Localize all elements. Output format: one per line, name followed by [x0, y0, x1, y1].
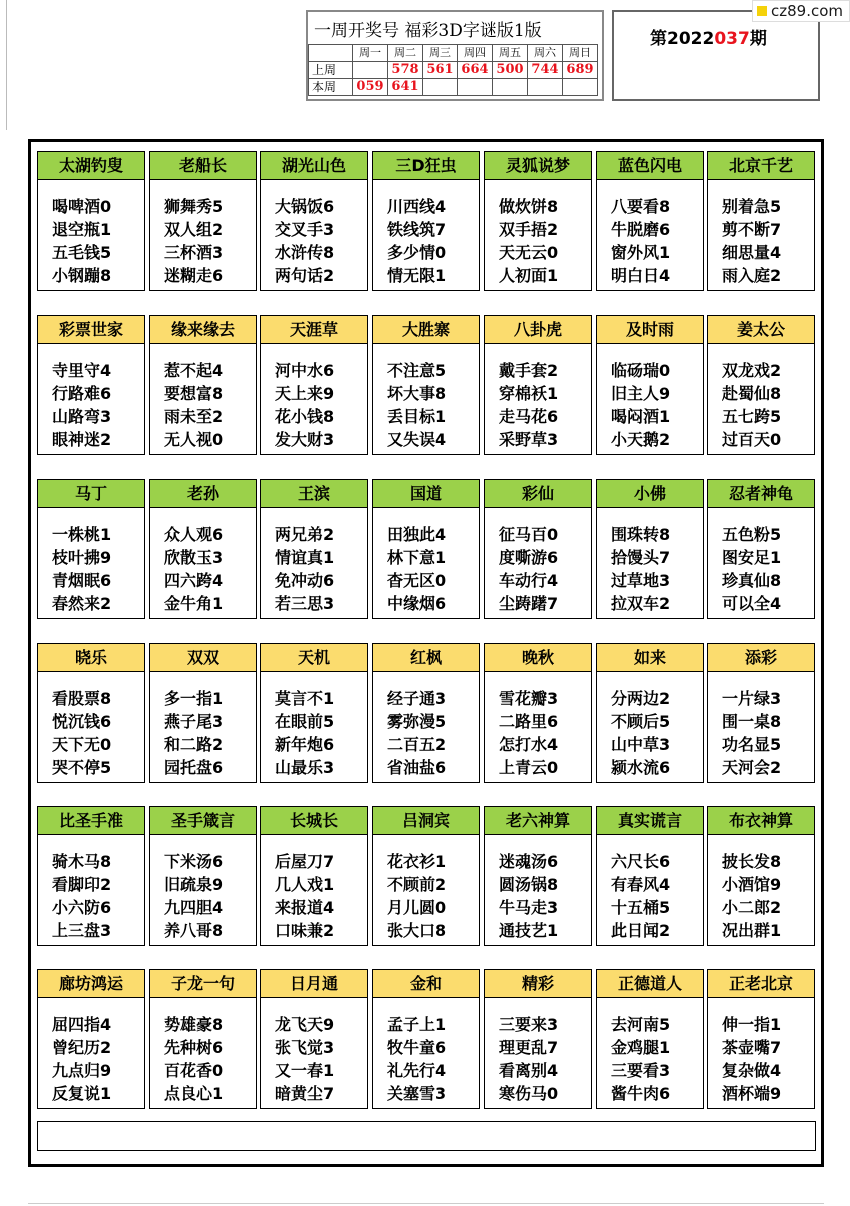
riddle-line: 骑木马8: [52, 852, 112, 871]
card-title: 大胜寨: [373, 316, 479, 344]
riddle-line: 雨入庭2: [722, 266, 782, 285]
riddle-line: 有春风4: [611, 875, 671, 894]
riddle-line: 过百天0: [722, 430, 782, 449]
card-title: 晚秋: [485, 644, 591, 672]
riddle-card: [707, 479, 815, 619]
riddle-card: [149, 806, 257, 946]
riddle-line: 在眼前5: [275, 712, 335, 731]
site-logo[interactable]: [752, 0, 850, 22]
riddle-line: 喝啤酒0: [52, 197, 112, 216]
riddle-card: [596, 643, 704, 783]
riddle-line: 口味兼2: [275, 921, 335, 940]
riddle-line: 圆汤锅8: [499, 875, 559, 894]
riddle-line: 双龙戏2: [722, 361, 782, 380]
riddle-line: 曾纪历2: [52, 1038, 112, 1057]
draw-number: [423, 79, 458, 96]
card-title: 天涯草: [261, 316, 367, 344]
riddle-line: 做炊饼8: [499, 197, 559, 216]
riddle-line: 况出群1: [722, 921, 782, 940]
riddle-line: 六尺长6: [611, 852, 671, 871]
riddle-card: [149, 479, 257, 619]
riddle-line: 关塞雪3: [387, 1084, 447, 1103]
riddle-line: 山路弯3: [52, 407, 112, 426]
riddle-line: 戴手套2: [499, 361, 559, 380]
riddle-line: 分两边2: [611, 689, 671, 708]
riddle-card: [37, 479, 145, 619]
riddle-line: 雪花瓣3: [499, 689, 559, 708]
riddle-line: 下米汤6: [164, 852, 224, 871]
riddle-line: 坏大事8: [387, 384, 447, 403]
riddle-card: [37, 643, 145, 783]
riddle-line: 采野草3: [499, 430, 559, 449]
riddle-line: 天无云0: [499, 243, 559, 262]
logo-square-icon: [757, 6, 767, 16]
riddle-line: 三杯酒3: [164, 243, 224, 262]
riddle-line: 尘踌躇7: [499, 594, 559, 613]
riddle-line: 怎打水4: [499, 735, 559, 754]
riddle-line: 去河南5: [611, 1015, 671, 1034]
riddle-line: 颍水流6: [611, 758, 671, 777]
riddle-line: 牧牛童6: [387, 1038, 447, 1057]
logo-text: cz89.com: [771, 2, 844, 20]
riddle-line: 要想富8: [164, 384, 224, 403]
riddle-line: 经子通3: [387, 689, 447, 708]
riddle-card: [484, 315, 592, 455]
weekly-results-table: [308, 44, 598, 96]
riddle-line: 寒伤马0: [499, 1084, 559, 1103]
this-week-row: [309, 79, 598, 96]
riddle-line: 无人视0: [164, 430, 224, 449]
riddle-line: 复杂做4: [722, 1061, 782, 1080]
riddle-line: 大锅饭6: [275, 197, 335, 216]
riddle-card: [707, 643, 815, 783]
riddle-card: [484, 969, 592, 1109]
riddle-card: [596, 151, 704, 291]
riddle-line: 车动行4: [499, 571, 559, 590]
draw-number: 744: [528, 62, 563, 79]
draw-number: 500: [493, 62, 528, 79]
riddle-line: 小六防6: [52, 898, 112, 917]
riddle-card: [260, 969, 368, 1109]
riddle-line: 牛脱磨6: [611, 220, 671, 239]
riddle-line: 山最乐3: [275, 758, 335, 777]
riddle-card: [484, 806, 592, 946]
draw-number: [353, 62, 388, 79]
issue-panel: [612, 10, 820, 101]
riddle-line: 多一指1: [164, 689, 224, 708]
riddle-line: 孟子上1: [387, 1015, 447, 1034]
riddle-line: 天下无0: [52, 735, 112, 754]
riddle-card: [372, 479, 480, 619]
riddle-line: 张大口8: [387, 921, 447, 940]
card-title: 马丁: [38, 480, 144, 508]
riddle-line: 三要来3: [499, 1015, 559, 1034]
bottom-divider: [28, 1203, 824, 1204]
riddle-line: 青烟眠6: [52, 571, 112, 590]
riddle-card: [596, 315, 704, 455]
riddle-line: 二路里6: [499, 712, 559, 731]
riddle-line: 雾弥漫5: [387, 712, 447, 731]
riddle-line: 酱牛肉6: [611, 1084, 671, 1103]
riddle-line: 交叉手3: [275, 220, 335, 239]
card-title: 湖光山色: [261, 152, 367, 180]
riddle-line: 礼先行4: [387, 1061, 447, 1080]
riddle-line: 悦沉钱6: [52, 712, 112, 731]
riddle-line: 看脚印2: [52, 875, 112, 894]
riddle-line: 狮舞秀5: [164, 197, 224, 216]
card-title: 吕洞宾: [373, 807, 479, 835]
riddle-line: 眼神迷2: [52, 430, 112, 449]
riddle-line: 情谊真1: [275, 548, 335, 567]
card-title: 晓乐: [38, 644, 144, 672]
riddle-line: 若三思3: [275, 594, 335, 613]
riddle-line: 天河会2: [722, 758, 782, 777]
riddle-card: [37, 151, 145, 291]
day-label: 周一: [353, 45, 388, 62]
riddle-line: 暗黄尘7: [275, 1084, 335, 1103]
riddle-line: 围一桌8: [722, 712, 782, 731]
riddle-line: 小酒馆9: [722, 875, 782, 894]
riddle-line: 惹不起4: [164, 361, 224, 380]
card-title: 蓝色闪电: [597, 152, 703, 180]
card-title: 八卦虎: [485, 316, 591, 344]
riddle-line: 和二路2: [164, 735, 224, 754]
riddle-line: 川西线4: [387, 197, 447, 216]
riddle-card: [37, 969, 145, 1109]
riddle-line: 雨未至2: [164, 407, 224, 426]
riddle-line: 窗外风1: [611, 243, 671, 262]
riddle-line: 三要看3: [611, 1061, 671, 1080]
riddle-line: 牛马走3: [499, 898, 559, 917]
card-title: 金和: [373, 970, 479, 998]
card-title: 圣手箴言: [150, 807, 256, 835]
riddle-card: [596, 969, 704, 1109]
panel-title: 一周开奖号 福彩3D字谜版1版: [314, 21, 542, 41]
riddle-line: 寺里守4: [52, 361, 112, 380]
riddle-line: 走马花6: [499, 407, 559, 426]
riddle-line: 赴蜀仙8: [722, 384, 782, 403]
riddle-card: [372, 151, 480, 291]
riddle-card: [149, 315, 257, 455]
card-title: 及时雨: [597, 316, 703, 344]
card-title: 姜太公: [708, 316, 814, 344]
riddle-line: 金牛角1: [164, 594, 224, 613]
riddle-line: 山中草3: [611, 735, 671, 754]
riddle-line: 通技艺1: [499, 921, 559, 940]
riddle-line: 园托盘6: [164, 758, 224, 777]
card-title: 长城长: [261, 807, 367, 835]
riddle-line: 拉双车2: [611, 594, 671, 613]
riddle-line: 十五桶5: [611, 898, 671, 917]
riddle-line: 众人观6: [164, 525, 224, 544]
riddle-line: 张飞觉3: [275, 1038, 335, 1057]
riddle-line: 百花香0: [164, 1061, 224, 1080]
riddle-line: 五毛钱5: [52, 243, 112, 262]
riddle-line: 可以全4: [722, 594, 782, 613]
riddle-line: 欣散玉3: [164, 548, 224, 567]
day-label: 周五: [493, 45, 528, 62]
row-label: 上周: [309, 62, 353, 79]
riddle-card: [707, 969, 815, 1109]
riddle-line: 不注意5: [387, 361, 447, 380]
riddle-line: 旧主人9: [611, 384, 671, 403]
riddle-line: 五七跨5: [722, 407, 782, 426]
riddle-line: 细思量4: [722, 243, 782, 262]
riddle-card: [149, 151, 257, 291]
riddle-line: 此日闻2: [611, 921, 671, 940]
riddle-line: 茶壶嘴7: [722, 1038, 782, 1057]
day-label: 周四: [458, 45, 493, 62]
riddle-line: 四六跨4: [164, 571, 224, 590]
riddle-line: 后屋刀7: [275, 852, 335, 871]
day-label: 周日: [563, 45, 598, 62]
riddle-card: [260, 151, 368, 291]
card-title: 三D狂虫: [373, 152, 479, 180]
card-title: 双双: [150, 644, 256, 672]
riddle-line: 中缘烟6: [387, 594, 447, 613]
riddle-line: 伸一指1: [722, 1015, 782, 1034]
riddle-card: [260, 479, 368, 619]
riddle-line: 过草地3: [611, 571, 671, 590]
riddle-card: [37, 315, 145, 455]
riddle-line: 丢目标1: [387, 407, 447, 426]
draw-number: 689: [563, 62, 598, 79]
riddle-card: [149, 969, 257, 1109]
riddle-line: 迷糊走6: [164, 266, 224, 285]
riddle-line: 小二郎2: [722, 898, 782, 917]
card-title: 忍者神龟: [708, 480, 814, 508]
riddle-line: 田独此4: [387, 525, 447, 544]
card-title: 正德道人: [597, 970, 703, 998]
riddle-line: 几人戏1: [275, 875, 335, 894]
margin-line: [0, 0, 7, 130]
days-row: [309, 45, 598, 62]
riddle-line: 情无限1: [387, 266, 447, 285]
riddle-line: 来报道4: [275, 898, 335, 917]
card-title: 缘来缘去: [150, 316, 256, 344]
riddle-line: 不顾前2: [387, 875, 447, 894]
riddle-line: 免冲动6: [275, 571, 335, 590]
riddle-line: 五色粉5: [722, 525, 782, 544]
riddle-line: 先种树6: [164, 1038, 224, 1057]
blank-row: [37, 1121, 816, 1151]
day-label: 周六: [528, 45, 563, 62]
riddle-line: 省油盐6: [387, 758, 447, 777]
riddle-line: 点良心1: [164, 1084, 224, 1103]
draw-number: 059: [353, 79, 388, 96]
riddle-card: [149, 643, 257, 783]
riddle-line: 旧疏泉9: [164, 875, 224, 894]
riddle-line: 人初面1: [499, 266, 559, 285]
riddle-line: 月儿圆0: [387, 898, 447, 917]
riddle-card: [707, 806, 815, 946]
card-title: 彩仙: [485, 480, 591, 508]
draw-number: [528, 79, 563, 96]
riddle-card: [484, 151, 592, 291]
draw-number: [493, 79, 528, 96]
card-title: 灵狐说梦: [485, 152, 591, 180]
card-title: 老六神算: [485, 807, 591, 835]
riddle-card: [707, 315, 815, 455]
riddle-card: [707, 151, 815, 291]
riddle-line: 功名显5: [722, 735, 782, 754]
riddle-line: 养八哥8: [164, 921, 224, 940]
riddle-line: 图安足1: [722, 548, 782, 567]
card-title: 王滨: [261, 480, 367, 508]
riddle-line: 酒杯端9: [722, 1084, 782, 1103]
card-title: 老孙: [150, 480, 256, 508]
card-title: 北京千艺: [708, 152, 814, 180]
card-title: 比圣手准: [38, 807, 144, 835]
riddle-line: 两句话2: [275, 266, 335, 285]
riddle-card: [260, 806, 368, 946]
riddle-line: 铁线筑7: [387, 220, 447, 239]
card-title: 红枫: [373, 644, 479, 672]
riddle-line: 剪不断7: [722, 220, 782, 239]
riddle-line: 势雄豪8: [164, 1015, 224, 1034]
riddle-line: 临砀瑞0: [611, 361, 671, 380]
riddle-line: 不顾后5: [611, 712, 671, 731]
riddle-line: 新年炮6: [275, 735, 335, 754]
riddle-line: 度嘶游6: [499, 548, 559, 567]
riddle-line: 枝叶拂9: [52, 548, 112, 567]
card-title: 子龙一句: [150, 970, 256, 998]
riddle-line: 拾馒头7: [611, 548, 671, 567]
riddle-line: 征马百0: [499, 525, 559, 544]
draw-number: 664: [458, 62, 493, 79]
riddle-card: [260, 315, 368, 455]
riddle-line: 九点归9: [52, 1061, 112, 1080]
card-title: 太湖钓叟: [38, 152, 144, 180]
riddle-line: 双手捂2: [499, 220, 559, 239]
riddle-line: 龙飞天9: [275, 1015, 335, 1034]
riddle-line: 小天鹅2: [611, 430, 671, 449]
card-title: 添彩: [708, 644, 814, 672]
riddle-line: 退空瓶1: [52, 220, 112, 239]
riddle-line: 双人组2: [164, 220, 224, 239]
draw-number: [563, 79, 598, 96]
riddle-line: 两兄弟2: [275, 525, 335, 544]
last-week-row: [309, 62, 598, 79]
card-title: 精彩: [485, 970, 591, 998]
riddle-line: 反复说1: [52, 1084, 112, 1103]
card-title: 老船长: [150, 152, 256, 180]
riddle-line: 迷魂汤6: [499, 852, 559, 871]
riddle-line: 别着急5: [722, 197, 782, 216]
riddle-card: [372, 643, 480, 783]
riddle-line: 又失误4: [387, 430, 447, 449]
riddle-line: 燕子尾3: [164, 712, 224, 731]
row-label: 本周: [309, 79, 353, 96]
riddle-line: 发大财3: [275, 430, 335, 449]
riddle-line: 九四胆4: [164, 898, 224, 917]
riddle-line: 上三盘3: [52, 921, 112, 940]
riddle-line: 理更乱7: [499, 1038, 559, 1057]
day-label: 周三: [423, 45, 458, 62]
riddle-line: 行路难6: [52, 384, 112, 403]
riddle-line: 河中水6: [275, 361, 335, 380]
riddle-line: 八要看8: [611, 197, 671, 216]
riddle-line: 小钢蹦8: [52, 266, 112, 285]
riddle-line: 天上来9: [275, 384, 335, 403]
riddle-card: [596, 806, 704, 946]
riddle-card: [484, 479, 592, 619]
riddle-line: 花小钱8: [275, 407, 335, 426]
riddle-line: 水浒传8: [275, 243, 335, 262]
riddle-line: 明白日4: [611, 266, 671, 285]
riddle-line: 围珠转8: [611, 525, 671, 544]
riddle-line: 一株桃1: [52, 525, 112, 544]
riddle-line: 春然来2: [52, 594, 112, 613]
card-title: 天机: [261, 644, 367, 672]
riddle-card: [372, 969, 480, 1109]
riddle-line: 杳无区0: [387, 571, 447, 590]
riddle-line: 一片绿3: [722, 689, 782, 708]
riddle-line: 披长发8: [722, 852, 782, 871]
riddle-line: 莫言不1: [275, 689, 335, 708]
draw-number: 578: [388, 62, 423, 79]
riddle-card: [372, 806, 480, 946]
draw-number: [458, 79, 493, 96]
riddle-line: 花衣衫1: [387, 852, 447, 871]
riddle-line: 林下意1: [387, 548, 447, 567]
riddle-card: [260, 643, 368, 783]
day-label: 周二: [388, 45, 423, 62]
card-title: 布衣神算: [708, 807, 814, 835]
riddle-line: 二百五2: [387, 735, 447, 754]
card-title: 彩票世家: [38, 316, 144, 344]
riddle-card: [596, 479, 704, 619]
riddle-line: 看离别4: [499, 1061, 559, 1080]
card-title: 正老北京: [708, 970, 814, 998]
riddle-line: 上青云0: [499, 758, 559, 777]
riddle-line: 多少情0: [387, 243, 447, 262]
card-title: 小佛: [597, 480, 703, 508]
draw-number: 641: [388, 79, 423, 96]
riddle-line: 看股票8: [52, 689, 112, 708]
issue-number: 第2022037期: [650, 29, 767, 49]
draw-number: 561: [423, 62, 458, 79]
riddle-line: 珍真仙8: [722, 571, 782, 590]
card-title: 如来: [597, 644, 703, 672]
card-title: 真实谎言: [597, 807, 703, 835]
riddle-card: [372, 315, 480, 455]
riddle-line: 喝闷酒1: [611, 407, 671, 426]
card-title: 国道: [373, 480, 479, 508]
riddle-line: 屈四指4: [52, 1015, 112, 1034]
riddle-line: 金鸡腿1: [611, 1038, 671, 1057]
riddle-line: 哭不停5: [52, 758, 112, 777]
riddle-card: [484, 643, 592, 783]
riddle-card: [37, 806, 145, 946]
card-title: 日月通: [261, 970, 367, 998]
riddle-line: 穿棉袄1: [499, 384, 559, 403]
riddle-line: 又一春1: [275, 1061, 335, 1080]
card-title: 廊坊鸿运: [38, 970, 144, 998]
